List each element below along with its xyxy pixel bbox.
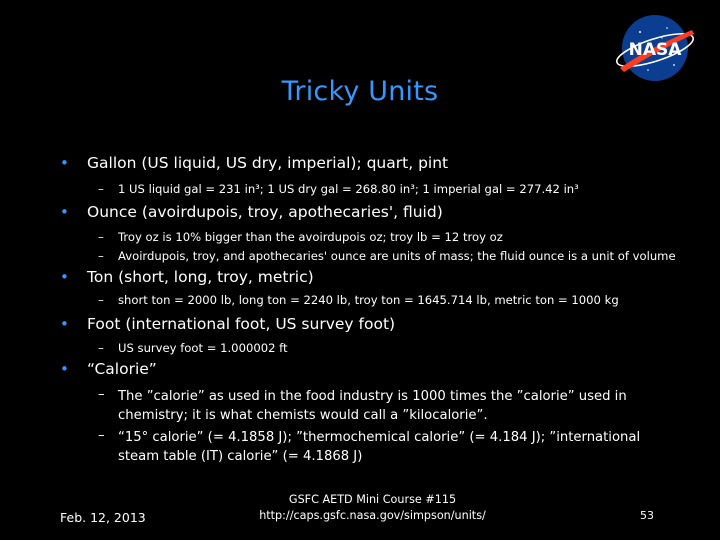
sub-marker: – — [98, 249, 104, 263]
sub-item-text: “15° calorie” (= 4.1858 J); ”thermochemical calorie” (= 4.184 J); ”international steam table (IT) calorie” (= 4.1868 J) — [118, 430, 641, 464]
bullet-marker: • — [60, 268, 69, 286]
bullet-marker: • — [60, 154, 69, 172]
bullet-text: Gallon (US liquid, US dry, imperial); quart, pint — [87, 154, 449, 172]
bullet-marker: • — [60, 203, 69, 221]
sub-item-text: Troy oz is 10% bigger than the avoirdupois oz; troy lb = 12 troy oz — [118, 230, 503, 244]
sub-item-text: US survey foot = 1.000002 ft — [118, 341, 288, 355]
sub-item-text: The ”calorie” as used in the food industry is 1000 times the ”calorie” used in chemistry; it is what chemists would call a ”kilocalorie”. — [118, 389, 627, 423]
bullet-marker: • — [60, 315, 69, 333]
bullet-text: “Calorie” — [87, 360, 157, 378]
sub-marker: – — [98, 230, 104, 244]
sub-marker: – — [98, 293, 104, 307]
sub-marker: – — [98, 428, 105, 443]
slide-title: Tricky Units — [281, 76, 439, 107]
bullet-text: Foot (international foot, US survey foot) — [87, 315, 396, 333]
sub-marker: – — [98, 387, 105, 402]
footer-course-title: GSFC AETD Mini Course #115 — [288, 493, 457, 506]
sub-marker: – — [98, 182, 104, 196]
footer-date: Feb. 12, 2013 — [60, 510, 146, 525]
sub-item-text: Avoirdupois, troy, and apothecaries' ounce are units of mass; the fluid ounce is a unit of volume — [118, 249, 676, 263]
page-number: 53 — [640, 509, 654, 522]
bullet-text: Ounce (avoirdupois, troy, apothecaries', fluid) — [87, 203, 443, 221]
sub-item-text: 1 US liquid gal = 231 in³; 1 US dry gal = 268.80 in³; 1 imperial gal = 277.42 in³ — [118, 182, 579, 196]
sub-item-text: short ton = 2000 lb, long ton = 2240 lb, troy ton = 1645.714 lb, metric ton = 1000 kg — [118, 293, 619, 307]
bullet-text: Ton (short, long, troy, metric) — [87, 268, 314, 286]
footer-course-url: http://caps.gsfc.nasa.gov/simpson/units/ — [259, 509, 486, 522]
bullet-marker: • — [60, 360, 69, 378]
nasa-logo-text: NASA — [628, 40, 682, 60]
footer-course — [210, 492, 535, 524]
sub-marker: – — [98, 341, 104, 355]
